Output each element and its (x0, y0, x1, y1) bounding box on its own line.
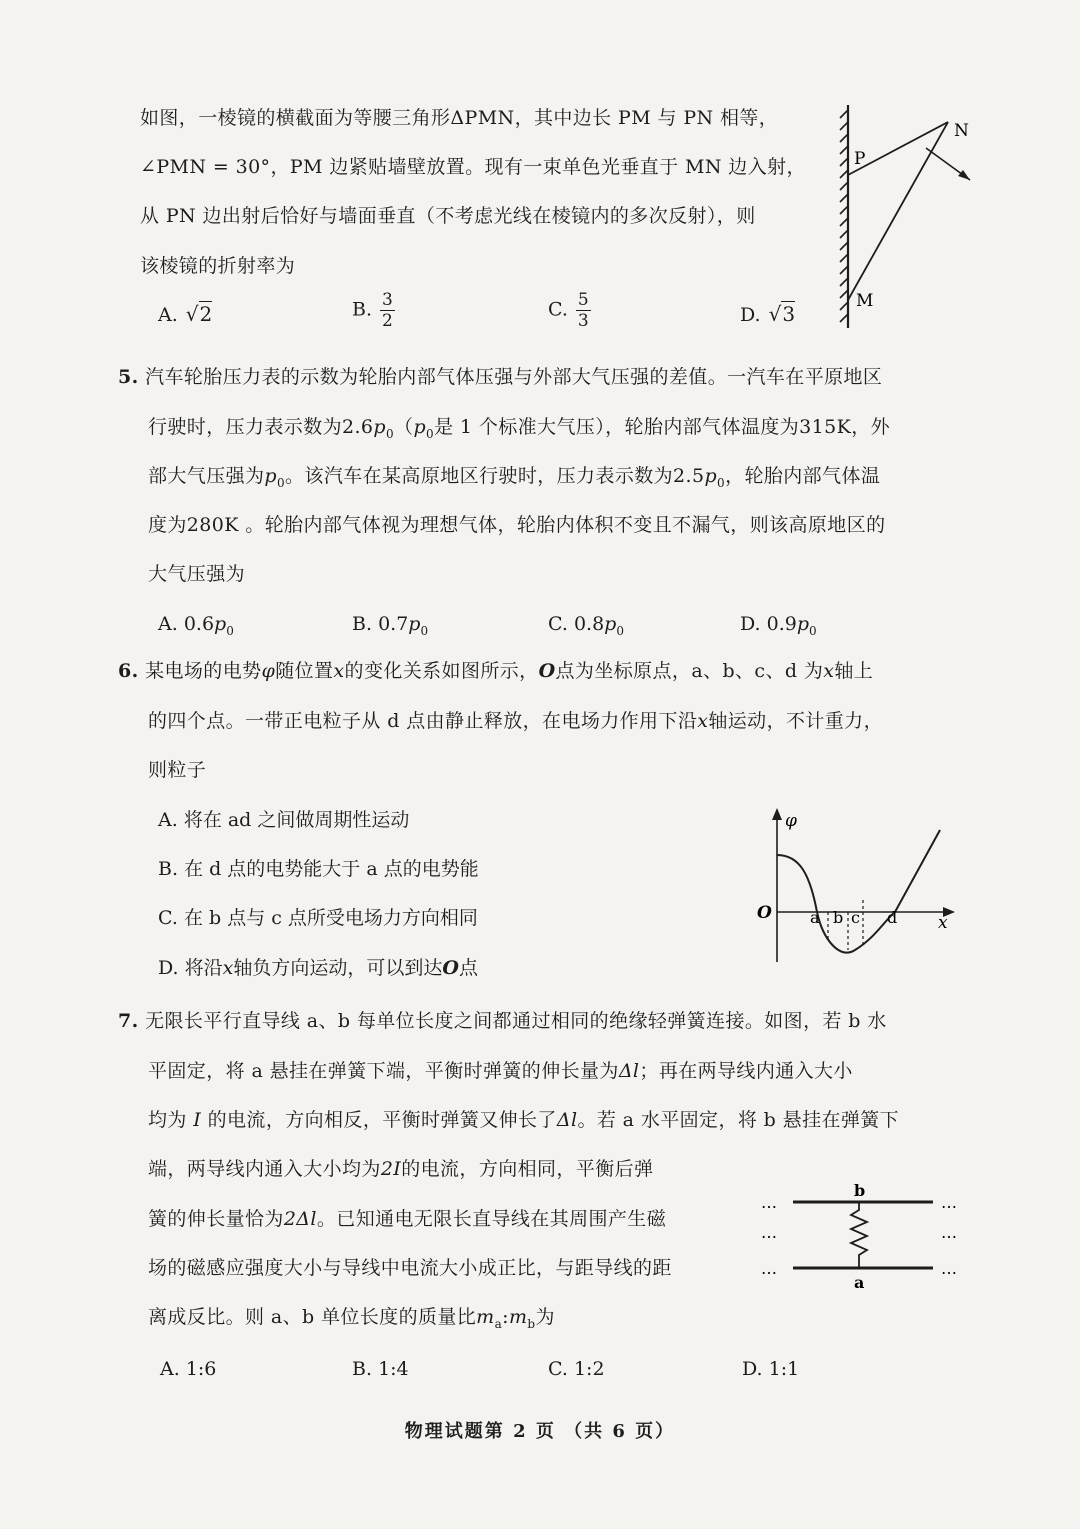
q6-option-a[interactable]: A. 将在 ad 之间做周期性运动 (158, 809, 410, 831)
q6-option-d[interactable]: D. 将沿x轴负方向运动，可以到达O点 (158, 957, 478, 979)
q7-option-d[interactable]: D. 1:1 (742, 1358, 800, 1380)
point-c-label: c (851, 908, 860, 927)
q5-line-3: 部大气压强为$p_0$。该汽车在某高原地区行驶时，压力表示数为$2.5p_0$，轮胎内部气体温 (148, 465, 881, 490)
q5-line-1: 5. 汽车轮胎压力表的示数为轮胎内部气体压强与外部大气压强的差值。一汽车在平原地区 (118, 366, 883, 388)
q7-line-7: 离成反比。则 a、b 单位长度的质量比$m_a:m_b$为 (148, 1306, 555, 1331)
q6-option-b[interactable]: B. 在 d 点的电势能大于 a 点的电势能 (158, 858, 479, 880)
dots-mid-left: … (761, 1223, 777, 1242)
wire-b-label: b (854, 1181, 866, 1200)
q5-option-a[interactable]: A. $0.6p_0$ (158, 613, 234, 638)
point-b-label: b (833, 908, 844, 927)
dots-b-right: … (941, 1193, 957, 1212)
dots-b-left: … (761, 1193, 777, 1212)
q4-option-d[interactable]: D. √3 (740, 302, 796, 326)
axis-phi-label: φ (785, 811, 797, 831)
point-a-label: a (810, 908, 820, 927)
q4-line-1: 如图，一棱镜的横截面为等腰三角形ΔPMN，其中边长 PM 与 PN 相等， (140, 107, 779, 129)
q5-option-c[interactable]: C. $0.8p_0$ (548, 613, 624, 638)
label-p: P (854, 149, 866, 169)
q7-line-1: 7. 无限长平行直导线 a、b 每单位长度之间都通过相同的绝缘轻弹簧连接。如图，若 b 水 (118, 1010, 887, 1032)
q4-line-2: ∠PMN = 30°，PM 边紧贴墙壁放置。现有一束单色光垂直于 MN 边入射， (140, 156, 806, 178)
q4-line-4: 该棱镜的折射率为 (140, 255, 296, 277)
spring (851, 1202, 867, 1268)
q4-option-c[interactable]: C. $\frac{5}{3}$ (548, 290, 589, 331)
q6-line-2: 的四个点。一带正电粒子从 d 点由静止释放，在电场力作用下沿x轴运动，不计重力， (148, 710, 883, 732)
prism-figure (830, 100, 990, 335)
q6-line-3: 则粒子 (148, 759, 207, 781)
q7-option-a[interactable]: A. 1:6 (160, 1358, 217, 1380)
q4-line-3: 从 PN 边出射后恰好与墙面垂直（不考虑光线在棱镜内的多次反射），则 (140, 205, 756, 227)
dots-a-right: … (941, 1259, 957, 1278)
potential-graph (755, 800, 965, 970)
q7-line-4: 端，两导线内通入大小均为2I的电流，方向相同，平衡后弹 (148, 1158, 654, 1180)
q7-line-6: 场的磁感应强度大小与导线中电流大小成正比，与距导线的距 (148, 1257, 672, 1279)
point-d-label: d (887, 908, 898, 927)
dots-a-left: … (761, 1259, 777, 1278)
q7-line-3: 均为 I 的电流，方向相反，平衡时弹簧又伸长了Δl。若 a 水平固定，将 b 悬挂在弹簧下 (148, 1109, 900, 1131)
q4-option-b[interactable]: B. $\frac{3}{2}$ (352, 290, 393, 331)
axis-x-label: x (938, 913, 948, 933)
q7-line-2: 平固定，将 a 悬挂在弹簧下端，平衡时弹簧的伸长量为Δl；再在两导线内通入大小 (148, 1060, 853, 1082)
q6-line-1: 6. 某电场的电势φ随位置x的变化关系如图所示，O点为坐标原点，a、b、c、d 为x轴上 (118, 660, 874, 682)
q5-option-d[interactable]: D. $0.9p_0$ (740, 613, 817, 638)
wire-spring-figure (755, 1178, 975, 1293)
q7-line-5: 簧的伸长量恰为2Δl。已知通电无限长直导线在其周围产生磁 (148, 1208, 667, 1230)
q5-option-b[interactable]: B. $0.7p_0$ (352, 613, 429, 638)
q6-option-c[interactable]: C. 在 b 点与 c 点所受电场力方向相同 (158, 907, 478, 929)
q7-option-b[interactable]: B. 1:4 (352, 1358, 409, 1380)
q5-line-5: 大气压强为 (148, 563, 246, 585)
label-m: M (856, 291, 874, 311)
label-n: N (954, 121, 969, 141)
origin-label: O (757, 903, 772, 923)
page-footer: 物理试题第 2 页 （共 6 页） (404, 1421, 676, 1442)
dots-mid-right: … (941, 1223, 957, 1242)
q5-line-4: 度为280K 。轮胎内部气体视为理想气体，轮胎内体积不变且不漏气，则该高原地区的 (148, 514, 886, 536)
q7-option-c[interactable]: C. 1:2 (548, 1358, 605, 1380)
wire-a-label: a (854, 1273, 865, 1292)
q4-option-a[interactable]: A. √2 (158, 302, 213, 326)
q5-line-2: 行驶时，压力表示数为$2.6p_0(p_0$是 1 个标准大气压），轮胎内部气体温度为315K，外 (148, 416, 891, 441)
